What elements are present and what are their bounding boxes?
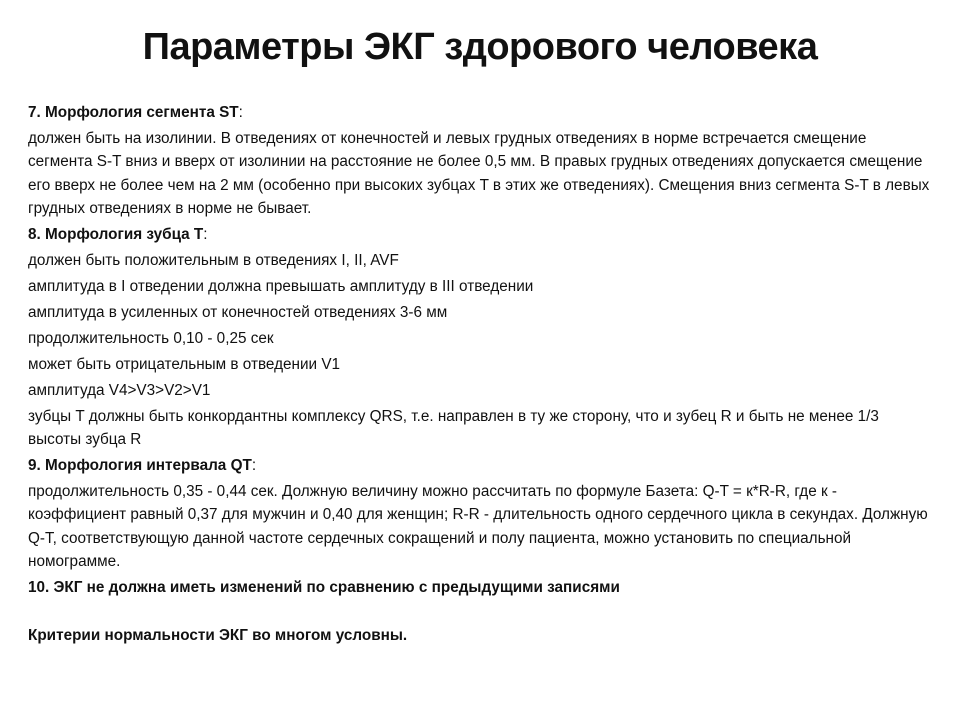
section-heading-label: 9. Морфология интервала QT [28, 456, 252, 474]
conclusion-line [28, 624, 933, 648]
t-wave-line: должен быть положительным в отведениях I, II, AVF [28, 252, 399, 270]
t-wave-line: амплитуда в усиленных от конечностей отведениях 3-6 мм [28, 303, 448, 321]
section-heading-label: 7. Морфология сегмента ST [28, 104, 239, 121]
section-heading-qt [28, 454, 933, 478]
section-heading-colon: : [238, 104, 243, 121]
spacer [28, 602, 933, 624]
t-wave-line: амплитуда V4>V3>V2>V1 [28, 381, 211, 399]
conclusion-text: Критерии нормальности ЭКГ во многом условны. [28, 627, 408, 645]
section-heading-colon: : [203, 226, 208, 244]
section-heading-label: 10. ЭКГ не должна иметь изменений по сравнению с предыдущими записями [28, 579, 620, 597]
t-wave-line: может быть отрицательным в отведении V1 [28, 355, 341, 373]
section-heading-t-wave [28, 223, 933, 247]
paragraph-qt-description: продолжительность 0,35 - 0,44 сек. Должную величину можно рассчитать по формуле Базета: Q-T = к*R-R, где к - коэффициент равный 0,37 для мужчин и 0,40 для женщин; R-R - длительность одного сердечного цикла в секундах. Должную Q-T, соответствующую данной частоте сердечных сокращений и полу пациента, можно установить по специальной номограмме. [28, 482, 928, 571]
section-heading-st [28, 101, 933, 125]
slide-title: Параметры ЭКГ здорового человека [142, 26, 818, 68]
slide-body [28, 101, 933, 650]
section-heading-colon: : [251, 456, 257, 474]
section-heading-label: 8. Морфология зубца T [28, 226, 204, 244]
t-wave-line: продолжительность 0,10 - 0,25 сек [28, 329, 274, 347]
section-heading-ecg-changes [28, 576, 933, 600]
paragraph-st-description: должен быть на изолинии. В отведениях от конечностей и левых грудных отведениях в норме встречается смещение сегмента S-T вниз и вверх от изолинии на расстояние не более 0,5 мм. В правых грудных отведениях допускается смещение его вверх не более чем на 2 мм (особенно при высоких зубцах T в этих же отведениях). Смещения вниз сегмента S-T в левых грудных отведениях в норме не бывает. [28, 129, 930, 218]
t-wave-line: зубцы T должны быть конкордантны комплексу QRS, т.е. направлен в ту же сторону, что и зубец R и быть не менее 1/3 высоты зубца R [28, 407, 879, 449]
t-wave-line: амплитуда в I отведении должна превышать амплитуду в III отведении [28, 278, 534, 296]
